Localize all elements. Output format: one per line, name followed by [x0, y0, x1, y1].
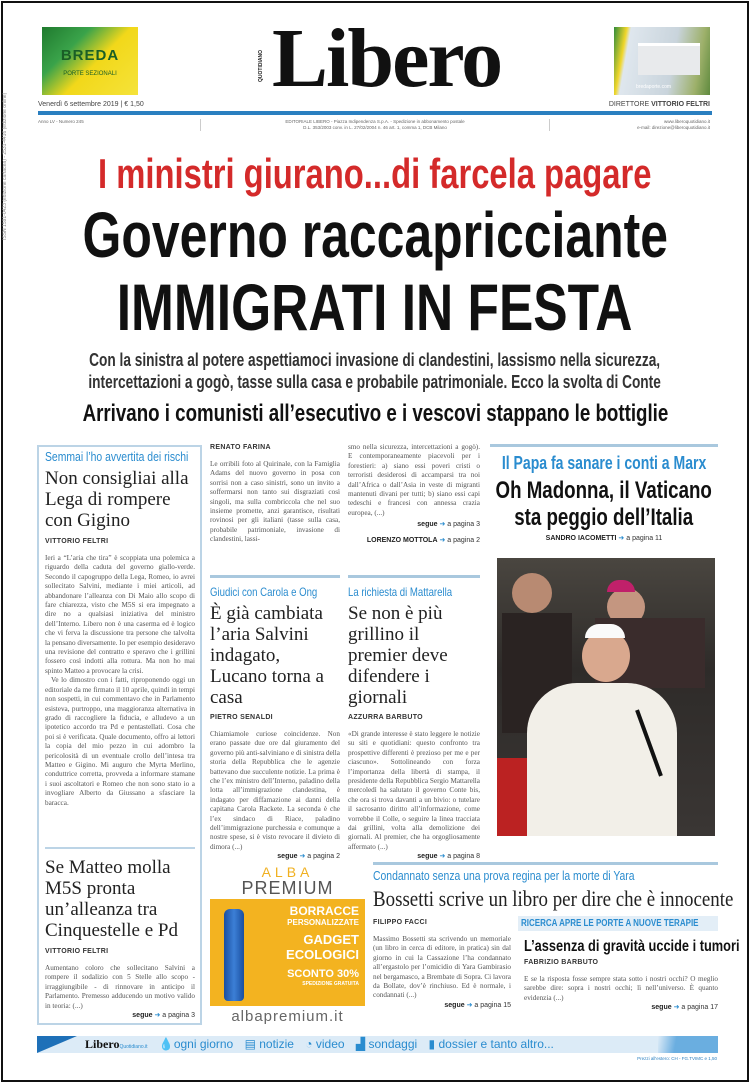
masthead-logo — [258, 12, 538, 108]
seg-page: a pagina 8 — [447, 853, 480, 861]
tumori-kicker: RICERCA APRE LE PORTE A NUOVE TERAPIE — [521, 918, 699, 929]
barbuto-continue-link[interactable] — [348, 852, 480, 862]
farina-byline: RENATO FARINA — [210, 444, 271, 451]
tumori-body: E se la risposta fosse sempre stata sotto i nostri occhi? O meglio sarebbe dire: sopra i nostri occhi; lì nell’universo. È quanto evidenzia (...) — [524, 975, 718, 1002]
main-sub-1-text: Con la sinistra al potere aspettiamoci invasione di clandestini, lassismo nella sicurezza, — [89, 350, 661, 370]
seg-label: segue — [132, 1012, 153, 1019]
publisher-line: EDITORIALE LIBERO - Piazza Indipendenza S.p.A. - Spedizione in abbonamento postale — [285, 119, 465, 124]
main-kicker-text: I ministri giurano...di farcela pagare — [98, 150, 652, 197]
footer-item-video[interactable]: video — [315, 1037, 345, 1051]
seg-page: a pagina 11 — [626, 535, 663, 542]
divider — [210, 575, 340, 578]
mottola-author: LORENZO MOTTOLA — [366, 537, 438, 545]
footer-item-ogni-giorno[interactable]: ogni giorno — [173, 1037, 234, 1051]
devices-icon — [658, 1036, 718, 1053]
article-senaldi[interactable] — [210, 584, 340, 862]
bishop-face — [512, 573, 552, 613]
article-bossetti[interactable] — [373, 868, 734, 911]
arrow-right-icon: ➜ — [299, 853, 306, 861]
main-sub-2-text: intercettazioni a gogò, tasse sulla casa e probabile patrimoniale. Ecco la svolta di Conte — [88, 372, 662, 392]
footer-item-notizie[interactable]: notizie — [259, 1037, 294, 1051]
mottola-link[interactable] — [348, 536, 480, 546]
farina-body-a: Le orribili foto al Quirinale, con la Famiglia Adams del nuovo governo in posa con sorrisi non a caso sinistri, sono un invito a soffermarsi non tanto sui disgraziati così singoli, ma sulla combriccola che nel suo insieme promette, anzi garantisce, risultati rovinosi per gli italiani (tasse sulla casa, probabile patrimoniale, invasione di clandestini, lassi- — [210, 460, 340, 544]
article-farina[interactable] — [210, 443, 340, 571]
ad-breda[interactable] — [42, 27, 138, 95]
barbuto-body: «Di grande interesse è stato leggere le notizie su siti e quotidiani: questo confronto tra prospettive differenti è prezioso per me e per ciascuno». Sottolineando con forza l’importanza della libertà di stampa, il presidente della Repubblica Sergio Mattarella mercoledì ha salutato il governo Conte bis, che ora si trova davanti a un bivio: o tutelare il sacrosanto diritto all’informazione, come vorrebbe il Colle, o seguire la linea tracciata dai grillini, volta alla demolizione dei giornali. Al premier, che ha orgogliosamente affermato (...) — [348, 730, 480, 851]
issue-price: € 1,50 — [124, 101, 144, 108]
seg-label: segue — [444, 1001, 465, 1009]
article-feltri[interactable] — [45, 449, 195, 808]
email-link[interactable]: e-mail: direzione@liberoquotidiano.it — [637, 125, 710, 130]
alba-line-1: BORRACCE — [289, 904, 359, 918]
seg-label: segue — [417, 521, 438, 529]
pope-zucchetto — [585, 624, 625, 638]
senaldi-continue-link[interactable] — [210, 852, 340, 862]
video-icon: ◔ — [305, 1037, 313, 1051]
drop-icon: 💧 — [158, 1037, 174, 1051]
bossetti-headline[interactable]: Bossetti scrive un libro per dire che è innocente — [373, 886, 734, 911]
arrow-right-icon: ➜ — [466, 1001, 473, 1009]
matteo-continue-link[interactable] — [45, 1011, 195, 1021]
ad-garage[interactable] — [614, 27, 710, 95]
papa-link[interactable] — [490, 534, 718, 544]
matteo-headline[interactable]: Se Matteo molla M5S pronta un’alleanza tra Cinquestelle e Pd — [45, 856, 178, 941]
arrow-right-icon: ➜ — [154, 1012, 161, 1019]
matteo-byline: VITTORIO FELTRI — [45, 947, 109, 955]
arrow-right-icon: ➜ — [439, 521, 446, 529]
main-headline-1-text: Governo raccapricciante — [82, 199, 668, 271]
bottle-icon — [224, 909, 244, 1001]
cardinal-robe — [497, 758, 527, 836]
divider — [490, 444, 718, 447]
matteo-body: Aumentano coloro che sollecitano Salvini a rompere il sodalizio con 5 Stelle allo scopo - irraggiungibile - di rinnovare in anticipo il Parlamento. Premesso adducendo un motivo valido in teoria: (...) — [45, 963, 195, 1010]
alba-line-6: SPEDIZIONE GRATUITA — [302, 981, 359, 987]
seg-label: segue — [651, 1004, 672, 1012]
document-icon: ▮ — [428, 1037, 436, 1051]
tumori-headline[interactable]: L’assenza di gravità uccide i tumori — [524, 938, 740, 955]
seg-page: a pagina 2 — [307, 853, 340, 861]
director-label: DIRETTORE — [608, 101, 650, 108]
bar-chart-icon: ▟ — [355, 1037, 366, 1051]
article-papa[interactable] — [490, 452, 718, 544]
footer-banner[interactable] — [37, 1036, 718, 1053]
masthead-rule — [38, 111, 712, 115]
arrow-right-icon: ➜ — [673, 1004, 680, 1012]
director — [609, 100, 710, 109]
alba-line-3: GADGET — [303, 932, 359, 947]
foreign-price-note: Prezzi all'estero: CH - FG.TVIMC e 1,50 — [637, 1056, 717, 1061]
feltri-kicker — [45, 449, 195, 465]
bossetti-kicker: Condannato senza una prova regina per la morte di Yara — [373, 868, 635, 883]
pope-photo — [497, 558, 715, 836]
publisher-info — [200, 119, 550, 131]
article-farina-cont — [348, 443, 480, 571]
footer-item-dossier[interactable]: dossier e tanto altro... — [438, 1037, 554, 1051]
arrow-right-icon: ➜ — [439, 853, 446, 861]
alba-logo-top: ALBA — [261, 864, 314, 880]
bossetti-continue-link[interactable] — [373, 1001, 511, 1011]
main-sub-3-text: Arrivano i comunisti all’esecutivo e i vescovi stappano le bottiglie — [82, 400, 668, 427]
main-kicker — [0, 150, 750, 198]
seg-page: a pagina 3 — [447, 521, 480, 529]
main-sub-3 — [0, 400, 750, 428]
website-link[interactable]: www.liberoquotidiano.it — [663, 119, 710, 124]
divider — [348, 575, 480, 578]
seg-page: a pagina 3 — [162, 1012, 195, 1019]
alba-ad-panel — [210, 899, 365, 1006]
farina-continue-link[interactable] — [348, 520, 480, 530]
issn-side-text: ISSN 1591-0423 (edizione cartacea) - 2531-4416 (edizione online) — [2, 92, 8, 240]
papa-headline-2[interactable]: sta peggio dell’Italia — [514, 504, 694, 531]
divider — [373, 862, 718, 865]
date-price: Venerdì 6 settembre 2019 | € 1,50 — [38, 101, 144, 108]
footer-brand-sub: Quotidiano.it — [119, 1044, 148, 1050]
farina-body-b: smo nella sicurezza, intercettazioni a gogò). E contemporaneamente piacevoli per i forestieri: a) siano essi poveri cristi o terroristi desiderosi di accamparsi tra noi dall’Africa o dall’Asia in veste di migranti mantenuti divani per tutti; b) siano essi capi tedeschi e francesi con annessa crazia europea, (...) — [348, 443, 480, 517]
masthead-title: Libero — [272, 12, 502, 105]
alba-logo: PREMIUM — [241, 878, 334, 898]
senaldi-headline[interactable]: È già cambiata l’aria Salvini indagato, Lucano torna a casa — [210, 603, 324, 708]
footer-brand[interactable]: Libero — [85, 1037, 120, 1051]
left-column — [45, 449, 195, 1021]
barbuto-kicker: La richiesta di Mattarella — [348, 585, 453, 599]
main-headline-2-text: IMMIGRATI IN FESTA — [117, 270, 633, 344]
feltri-body-1: Ieri a “L’aria che tira” è scoppiata una polemica a riguardo della caduta del governo giallo-verde. Secondo il capogruppo della Lega, Romeo, io avrei sollecitato Salvini, mediante i miei articoli, ad abbandonare l’alleanza con Di Maio allo scopo di fare chiarezza, visto che M5S si era impegnato a dire no a qualsiasi iniziativa del ministro dell’Interno. Libero non è una caserma ed è logico che vi ferva la discussione tra persone che talvolta la pensano diversamente. Io per esempio desideravo una revisione del contratto e speravo che i grillini fossero così indotti alla rottura. Ma non ho mai spinto Matteo a provocare la crisi. — [45, 554, 195, 675]
alba-line-5: SCONTO 30% — [287, 968, 359, 980]
breda-tagline: PORTE SEZIONALI — [63, 71, 117, 77]
barbuto-byline: AZZURRA BARBUTO — [348, 714, 423, 721]
ad-albapremium[interactable] — [210, 865, 365, 1028]
article-tumori[interactable] — [518, 916, 740, 1013]
newspaper-icon: ▤ — [244, 1037, 256, 1051]
zucchetto — [607, 580, 635, 592]
garage-ad-caption: bredaporte.com — [636, 84, 672, 90]
banner-wedge — [37, 1036, 77, 1053]
bossetti-body-col — [373, 918, 511, 1011]
feltri-headline[interactable]: Non consigliai alla Lega di rompere con Gigino — [45, 468, 189, 531]
middle-column-1 — [210, 443, 340, 862]
seg-label: segue — [277, 853, 298, 861]
publisher-line-2: D.L. 353/2003 conv. in L. 27/02/2004 n. 46 art. 1, comma 1, DCB Milano — [303, 125, 447, 130]
issue-number: Anno LV - Numero 245 — [38, 119, 84, 124]
tumori-byline: FABRIZIO BARBUTO — [524, 959, 599, 966]
arrow-right-icon: ➜ — [439, 537, 446, 545]
alba-url[interactable]: albapremium.it — [231, 1008, 344, 1025]
breda-logo: BREDA — [60, 47, 120, 64]
middle-column-2 — [348, 443, 480, 862]
feltri-body-2: Ve lo dimostro con i fatti, riproponendo oggi un editoriale da me firmato il 10 aprile, quindi in tempi non sospetti, in cui commentavo che in Parlamento esisteva, purtroppo, una maggioranza alternativa in grado di raccogliere la fiducia, e alludevo a un ipotetico accordo tra Pd e pentastellati. Cosa che poi si è verificata. Quale documento, offro ai lettori la copia del mio pezzo in cui adombro la pericolosità di un eventuale crollo dell’intesa tra Matteo e Gigino. Mi auguro che Myrta Merlino, conduttrice corretta, provveda a informare stamane i suoi ascoltatori e Romeo che non sono stato io a invogliare Alberto da Giussano a sfasciare la baracca. — [45, 676, 195, 807]
contacts — [637, 119, 710, 131]
issue-date: Venerdì 6 settembre 2019 — [38, 101, 119, 108]
article-barbuto[interactable] — [348, 584, 480, 862]
masthead-subtitle: QUOTIDIANO — [258, 50, 264, 82]
bossetti-body: Massimo Bossetti sta scrivendo un memoriale (un libro in cerca di editore, in pratica) sin dal giorno in cui la Cassazione l’ha condannato all’ergastolo per l’omicidio di Yara Gambirasio nel bergamasco, a Brembate di Sopra. Ci lavora da Bollate, dov’è rinchiuso. Ed è normale, i condannati (...) — [373, 935, 511, 1000]
senaldi-kicker: Giudici con Carola e Ong — [210, 585, 318, 599]
papa-kicker: Il Papa fa sanare i conti a Marx — [501, 453, 707, 473]
tumori-continue-link[interactable] — [518, 1003, 718, 1013]
article-matteo[interactable] — [45, 857, 195, 1021]
feltri-byline: VITTORIO FELTRI — [45, 538, 109, 545]
main-sub-2 — [0, 371, 750, 393]
main-sub-1 — [0, 349, 750, 371]
garage-door-image — [638, 43, 700, 75]
director-name: VITTORIO FELTRI — [651, 101, 710, 108]
papa-headline-1[interactable]: Oh Madonna, il Vaticano — [495, 477, 713, 504]
papa-byline: SANDRO IACOMETTI — [545, 535, 617, 542]
main-headline-1 — [0, 200, 750, 270]
feltri-kicker-text: Semmai l’ho avvertita dei rischi — [45, 449, 189, 464]
footer-items — [85, 1037, 554, 1055]
barbuto-headline[interactable]: Se non è più grillino il premier deve difendere i giornali — [348, 603, 448, 708]
alba-line-2: PERSONALIZZATE — [287, 918, 359, 927]
arrow-right-icon: ➜ — [618, 535, 625, 542]
senaldi-body: Chiamiamole curiose coincidenze. Non erano passate due ore dal giuramento del governo più anti-salviniano e di sinistra della storia della Repubblica che le agenzie battevano due succulente notizie. La prima è che l’ex ministro dell’Interno, paladino della lotta all’immigrazione clandestina, è indagato per diffamazione ai danni della capitana Carola Rackete. La seconda è che l’ex sindaco di Riace, paladino dell’immigrazione purchessia e comunque a nostre spese, si è visto revocare il divieto di dimora (...) — [210, 730, 340, 851]
seg-page: a pagina 15 — [474, 1001, 511, 1009]
seg-label: segue — [417, 853, 438, 861]
seg-page: a pagina 17 — [681, 1004, 718, 1012]
seg-page: a pagina 2 — [447, 537, 480, 545]
footer-item-sondaggi[interactable]: sondaggi — [368, 1037, 418, 1051]
divider — [45, 847, 195, 849]
senaldi-byline: PIETRO SENALDI — [210, 714, 273, 721]
main-headline-2 — [0, 272, 750, 342]
alba-line-4: ECOLOGICI — [286, 947, 359, 962]
article-matteo-wrap — [45, 841, 195, 1021]
bossetti-byline: FILIPPO FACCI — [373, 919, 428, 926]
